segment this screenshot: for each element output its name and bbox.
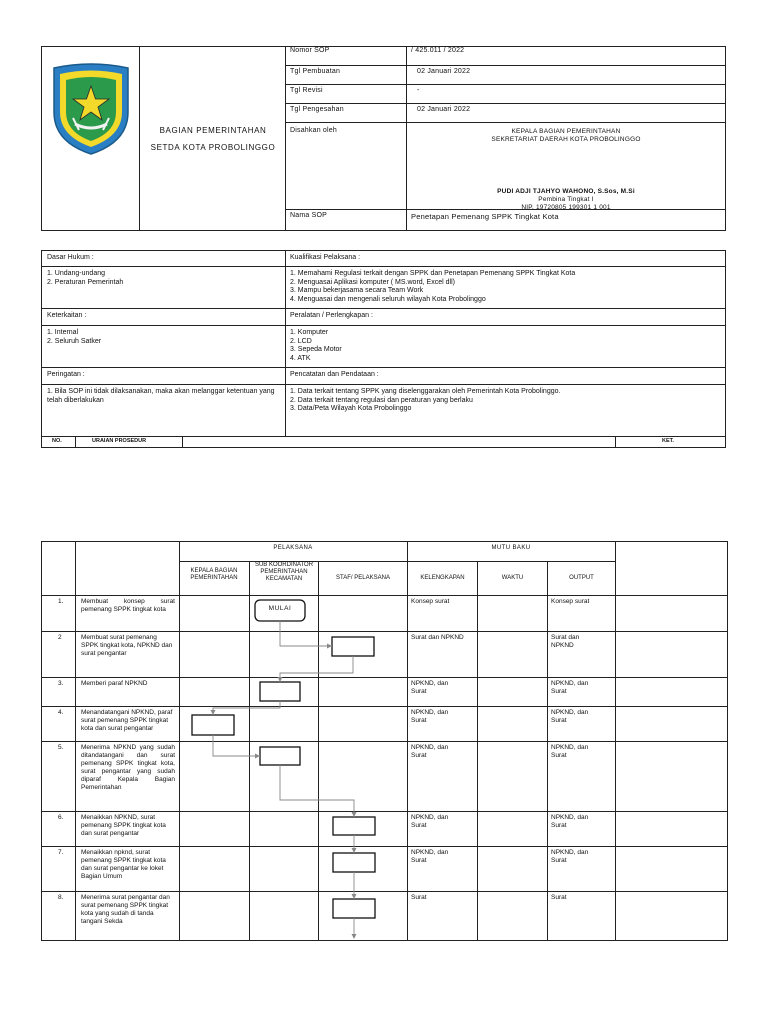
org-name-cell	[140, 47, 286, 230]
kualifikasi-item: 1. Memahami Regulasi terkait dengan SPPK dan Penetapan Pemenang SPPK Tingkat Kota	[290, 270, 576, 277]
peralatan-item: 3. Sepeda Motor	[290, 346, 342, 353]
row3-kelengkapan: NPKND, dan Surat	[411, 680, 449, 695]
flow-process-7	[333, 853, 375, 872]
flow-process-5	[260, 747, 300, 765]
flow-arrowhead	[352, 934, 357, 939]
flow-process-3	[260, 682, 300, 701]
row8-uraian: Menerima surat pengantar dan surat pemenang SPPK tingkat kota yang sudah di tanda tangani Sekda	[81, 894, 170, 925]
actor-staf-header: STAF/ PELAKSANA	[336, 575, 390, 581]
peralatan-item: 1. Komputer	[290, 329, 329, 336]
row5-uraian: Menerima NPKND yang sudah ditandatangani dan surat pemenang SPPK tingkat kota, surat pengantar yang sudah diparaf Kepala Bagian Pemerintahan	[81, 744, 175, 791]
waktu-header: WAKTU	[501, 575, 524, 581]
tgl-pengesahan-label: Tgl Pengesahan	[290, 106, 344, 113]
signer-name: PUDI ADJI TJAHYO WAHONO, S.Sos, M.Si	[497, 188, 635, 195]
flow-arrowhead	[352, 894, 357, 899]
disahkan-label: Disahkan oleh	[290, 127, 337, 134]
row1-output: Konsep surat	[551, 598, 590, 605]
info-block	[41, 250, 726, 448]
peralatan-item: 4. ATK	[290, 354, 311, 362]
kualifikasi-label: Kualifikasi Pelaksana :	[290, 254, 361, 261]
row8-no: 8.	[58, 894, 64, 901]
row3-output: NPKND, dan Surat	[551, 680, 589, 695]
logo-cell	[42, 47, 140, 230]
pencatatan-item: 1. Data terkait tentang SPPK yang diselenggarakan oleh Pemerintah Kota Probolinggo.	[290, 388, 561, 395]
probolinggo-emblem-icon	[51, 62, 131, 157]
row6-uraian: Menaikkan NPKND, surat pemenang SPPK tingkat kota dan surat pengantar	[81, 814, 166, 837]
keterkaitan-list	[47, 329, 101, 346]
flow-arrowhead	[278, 677, 283, 682]
row5-kelengkapan: NPKND, dan Surat	[411, 744, 449, 759]
disahkan-title1: KEPALA BAGIAN PEMERINTAHAN	[511, 128, 621, 135]
peralatan-list	[290, 329, 342, 363]
flow-connector	[213, 735, 260, 756]
kualifikasi-item: 3. Mampu bekerjasama secara Team Work	[290, 287, 424, 294]
row4-output: NPKND, dan Surat	[551, 709, 589, 724]
flow-connector	[280, 765, 354, 817]
dasar-hukum-label: Dasar Hukum :	[47, 254, 94, 261]
row6-kelengkapan: NPKND, dan Surat	[411, 814, 449, 829]
row4-kelengkapan: NPKND, dan Surat	[411, 709, 449, 724]
row8-output: Surat	[551, 894, 567, 901]
dasar-hukum-item: 1. Undang-undang	[47, 270, 105, 277]
nomor-sop-value: / 425.011 / 2022	[406, 47, 464, 66]
kualifikasi-list	[290, 270, 720, 304]
sop-fields	[286, 47, 725, 230]
row6-output: NPKND, dan Surat	[551, 814, 589, 829]
tgl-pembuatan-value: 02 Januari 2022	[406, 66, 470, 85]
flow-connector	[280, 621, 332, 646]
row2-uraian: Membuat surat pemenang SPPK tingkat kota, NPKND dan surat pengantar	[81, 634, 173, 657]
flow-process-4	[192, 715, 234, 735]
flow-process-8	[333, 899, 375, 918]
peralatan-label: Peralatan / Perlengkapan :	[290, 312, 373, 319]
col-ket-header: KET.	[662, 438, 674, 444]
peringatan-text: 1. Bila SOP ini tidak dilaksanakan, maka akan melanggar ketentuan yang telah diberlakukan	[47, 388, 275, 404]
tgl-revisi-label: Tgl Revisi	[290, 87, 323, 94]
keterkaitan-label: Keterkaitan :	[47, 312, 87, 319]
row5-no: 5.	[58, 744, 64, 751]
procedure-table	[41, 541, 728, 941]
col-uraian-header: URAIAN PROSEDUR	[92, 438, 147, 444]
pencatatan-label: Pencatatan dan Pendataan :	[290, 371, 379, 378]
flow-start-label: MULAI	[268, 605, 292, 612]
row2-output: Surat dan NPKND	[551, 634, 580, 649]
dasar-hukum-list	[47, 270, 123, 287]
tgl-revisi-value: -	[406, 85, 420, 104]
org-name-line1: BAGIAN PEMERINTAHAN	[159, 126, 267, 135]
disahkan-title2: SEKRETARIAT DAERAH KOTA PROBOLINGGO	[491, 136, 641, 143]
flow-arrowhead	[255, 754, 260, 759]
row8-kelengkapan: Surat	[411, 894, 427, 901]
flow-connector	[280, 656, 353, 682]
keterkaitan-item: 2. Seluruh Satker	[47, 337, 102, 345]
org-name-line2: SETDA KOTA PROBOLINGGO	[150, 143, 276, 152]
nama-sop-value: Penetapan Pemenang SPPK Tingkat Kota	[406, 210, 559, 230]
kualifikasi-item: 2. Menguasai Aplikasi komputer ( MS.word, Excel dll)	[290, 278, 455, 286]
row7-no: 7.	[58, 849, 64, 856]
flow-arrowhead	[352, 812, 357, 817]
signer-nip: NIP. 19720805 199301 1 001	[521, 204, 611, 211]
actor-kepala-header: KEPALA BAGIAN PEMERINTAHAN	[190, 568, 238, 581]
signer-rank: Pembina Tingkat I	[538, 196, 594, 203]
flow-connector	[213, 701, 280, 715]
pencatatan-item: 3. Data/Peta Wilayah Kota Probolinggo	[290, 405, 412, 412]
row4-no: 4.	[58, 709, 64, 716]
kelengkapan-header: KELENGKAPAN	[420, 575, 465, 581]
header-block	[41, 46, 726, 231]
row1-uraian: Membuat konsep surat pemenang SPPK tingkat kota	[81, 598, 175, 613]
tgl-pengesahan-value: 02 Januari 2022	[406, 104, 470, 123]
flow-process-6	[333, 817, 375, 835]
dasar-hukum-item: 2. Peraturan Pemerintah	[47, 278, 124, 286]
row2-no: 2	[58, 634, 62, 641]
flow-arrowhead	[327, 644, 332, 649]
keterkaitan-item: 1. Internal	[47, 329, 79, 336]
row7-kelengkapan: NPKND, dan Surat	[411, 849, 449, 864]
nama-sop-label: Nama SOP	[290, 212, 327, 219]
tgl-pembuatan-label: Tgl Pembuatan	[290, 68, 341, 75]
row7-uraian: Menaikkan npknd, surat pemenang SPPK tingkat kota dan surat pengantar ke loket Bagian Umum	[81, 849, 166, 880]
flow-arrowhead	[211, 710, 216, 715]
pencatatan-list	[290, 388, 720, 414]
row2-kelengkapan: Surat dan NPKND	[411, 634, 464, 641]
pelaksana-header: PELAKSANA	[273, 545, 313, 551]
row4-uraian: Menandatangani NPKND, paraf surat pemenang SPPK tingkat kota dan surat pengantar	[81, 709, 173, 732]
flow-process-2	[332, 637, 374, 656]
nomor-sop-label: Nomor SOP	[290, 47, 330, 54]
flowchart	[42, 542, 727, 940]
row3-uraian: Memberi paraf NPKND	[81, 680, 148, 687]
col-no-header: NO.	[52, 438, 62, 444]
pencatatan-item: 2. Data terkait tentang regulasi dan peraturan yang berlaku	[290, 396, 473, 404]
row5-output: NPKND, dan Surat	[551, 744, 589, 759]
peringatan-label: Peringatan :	[47, 371, 85, 378]
actor-subkoordinator-header: SUB KOORDINATOR PEMERINTAHAN KECAMATAN	[254, 562, 314, 582]
row1-kelengkapan: Konsep surat	[411, 598, 450, 605]
row3-no: 3.	[58, 680, 64, 687]
row1-no: 1.	[58, 598, 64, 605]
kualifikasi-item: 4. Menguasai dan mengenali seluruh wilayah Kota Probolinggo	[290, 295, 486, 303]
output-header: OUTPUT	[569, 575, 594, 581]
row6-no: 6.	[58, 814, 64, 821]
row7-output: NPKND, dan Surat	[551, 849, 589, 864]
mutu-baku-header: MUTU BAKU	[491, 545, 531, 551]
peralatan-item: 2. LCD	[290, 337, 312, 345]
flow-arrowhead	[352, 848, 357, 853]
